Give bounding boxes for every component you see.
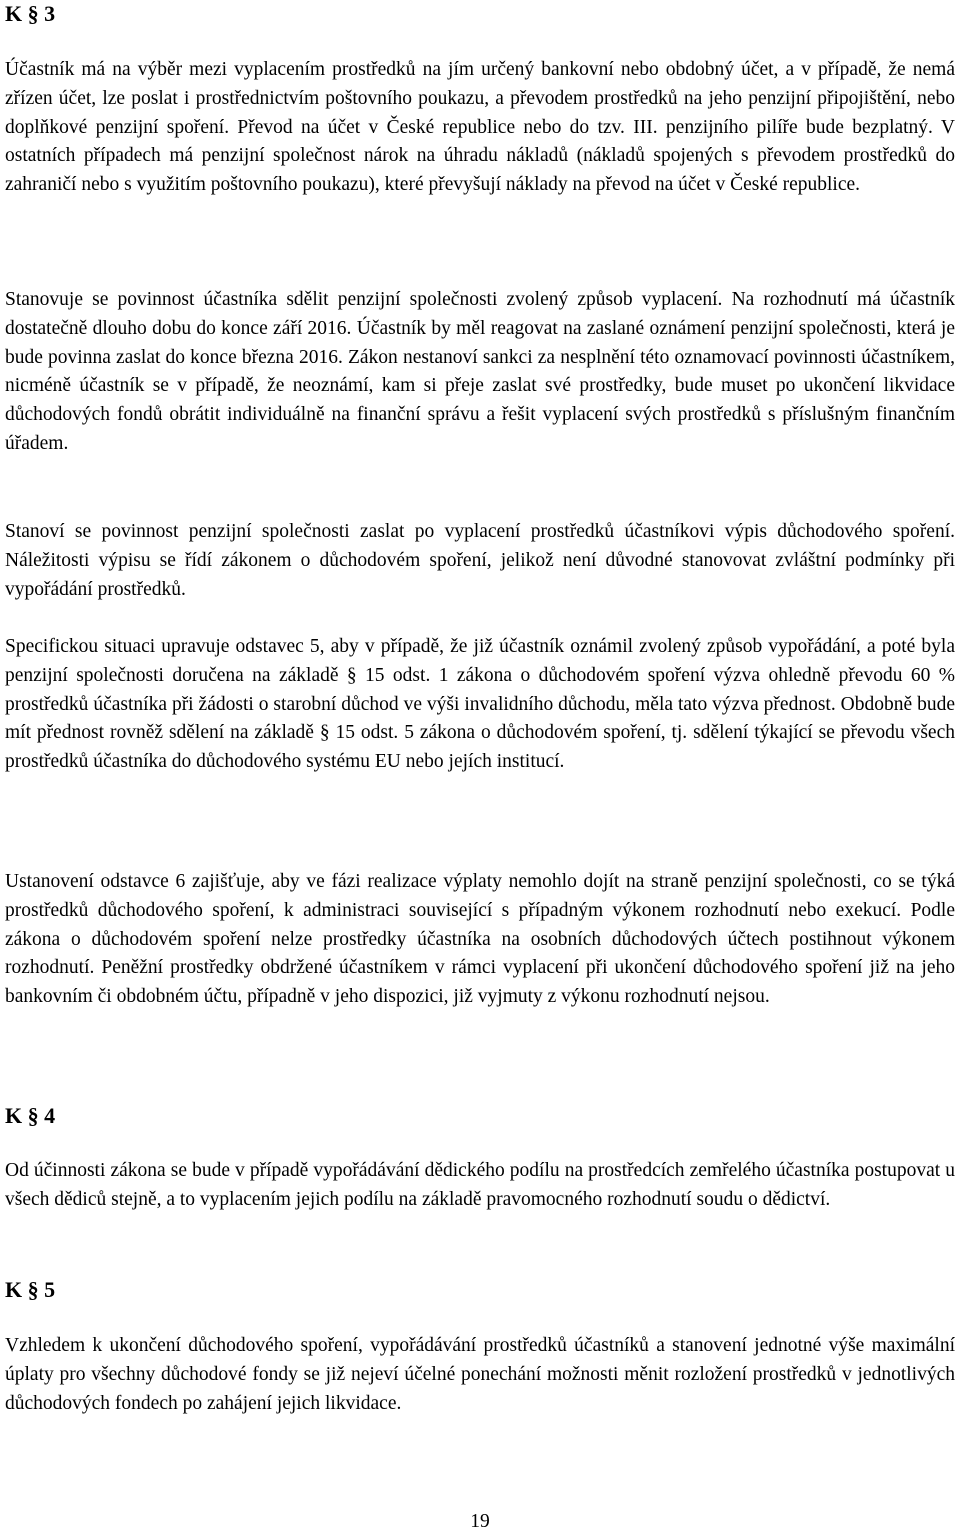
paragraph-k3-3: Stanoví se povinnost penzijní společnosti zaslat po vyplacení prostředků účastníkovi výpis důchodového spoření. Náležitosti výpisu se řídí zákonem o důchodovém spoření, jelikož není důvodné stanovovat zvláštní podmínky při vypořádání prostředků. <box>5 521 955 600</box>
paragraph-k5-1: Vzhledem k ukončení důchodového spoření, vypořádávání prostředků účastníků a stanovení jednotné výše maximální úplaty pro všechny důchodové fondy se již nejeví účelné ponechání možnosti měnit rozložení prostředků v jednotlivých důchodových fondech po zahájení jejich likvidace. <box>5 1335 955 1414</box>
paragraph-k3-5: Ustanovení odstavce 6 zajišťuje, aby ve fázi realizace výplaty nemohlo dojít na straně penzijní společnosti, co se týká prostředků důchodového spoření, k administraci související s případným výkonem rozhodnutí nebo exekucí. Podle zákona o důchodovém spoření nelze prostředky účastníka na osobních důchodových účtech postihnout výkonem rozhodnutí. Peněžní prostředky obdržené účastníkem v rámci vyplacení při ukončení důchodového spoření již na jeho bankovním či obdobném účtu, případně v jeho dispozici, již vyjmuty z výkonu rozhodnutí nejsou. <box>5 871 955 1008</box>
section-heading-k5: K § 5 <box>5 1277 56 1302</box>
page-number: 19 <box>470 1511 490 1532</box>
section-heading-k3: K § 3 <box>5 1 56 26</box>
paragraph-k3-1: Účastník má na výběr mezi vyplacením prostředků na jím určený bankovní nebo obdobný účet, a v případě, že nemá zřízen účet, lze poslat i prostřednictvím poštovního poukazu, a převodem prostředků na jeho penzijní připojištění, nebo doplňkové penzijní spoření. Převod na účet v České republice nebo do tzv. III. penzijního pilíře bude bezplatný. V ostatních případech má penzijní společnost nárok na úhradu nákladů (nákladů spojených s převodem prostředků do zahraničí nebo s využitím poštovního poukazu), které převyšují náklady na převod na účet v České republice. <box>5 59 955 196</box>
section-heading-k4: K § 4 <box>5 1103 56 1128</box>
paragraph-k4-1: Od účinnosti zákona se bude v případě vypořádávání dědického podílu na prostředcích zemřelého účastníka postupovat u všech dědiců stejně, a to vyplacením jejich podílu na základě pravomocného rozhodnutí soudu o dědictví. <box>5 1160 955 1210</box>
paragraph-k3-2: Stanovuje se povinnost účastníka sdělit penzijní společnosti zvolený způsob vyplacení. Na rozhodnutí má účastník dostatečně dlouho dobu do konce září 2016. Účastník by měl reagovat na zaslané oznámení penzijní společnosti, která je bude povinna zaslat do konce března 2016. Zákon nestanoví sankci za nesplnění této oznamovací povinnosti účastníkem, nicméně účastník se v případě, že neoznámí, kam si přeje zaslat své prostředky, bude muset po ukončení likvidace důchodových fondů obrátit individuálně na finanční správu a řešit vyplacení svých prostředků s příslušným finančním úřadem. <box>5 289 955 454</box>
paragraph-k3-4: Specifickou situaci upravuje odstavec 5, aby v případě, že již účastník oznámil zvolený způsob vypořádání, a poté byla penzijní společnosti doručena na základě § 15 odst. 1 zákona o důchodovém spoření výzva ohledně převodu 60 % prostředků účastníka při žádosti o starobní důchod ve výši invalidního důchodu, měla tato výzva přednost. Obdobně bude mít přednost rovněž sdělení na základě § 15 odst. 5 zákona o důchodovém spoření, tj. sdělení týkající se převodu všech prostředků účastníka do důchodového systému EU nebo jejích institucí. <box>5 636 955 773</box>
